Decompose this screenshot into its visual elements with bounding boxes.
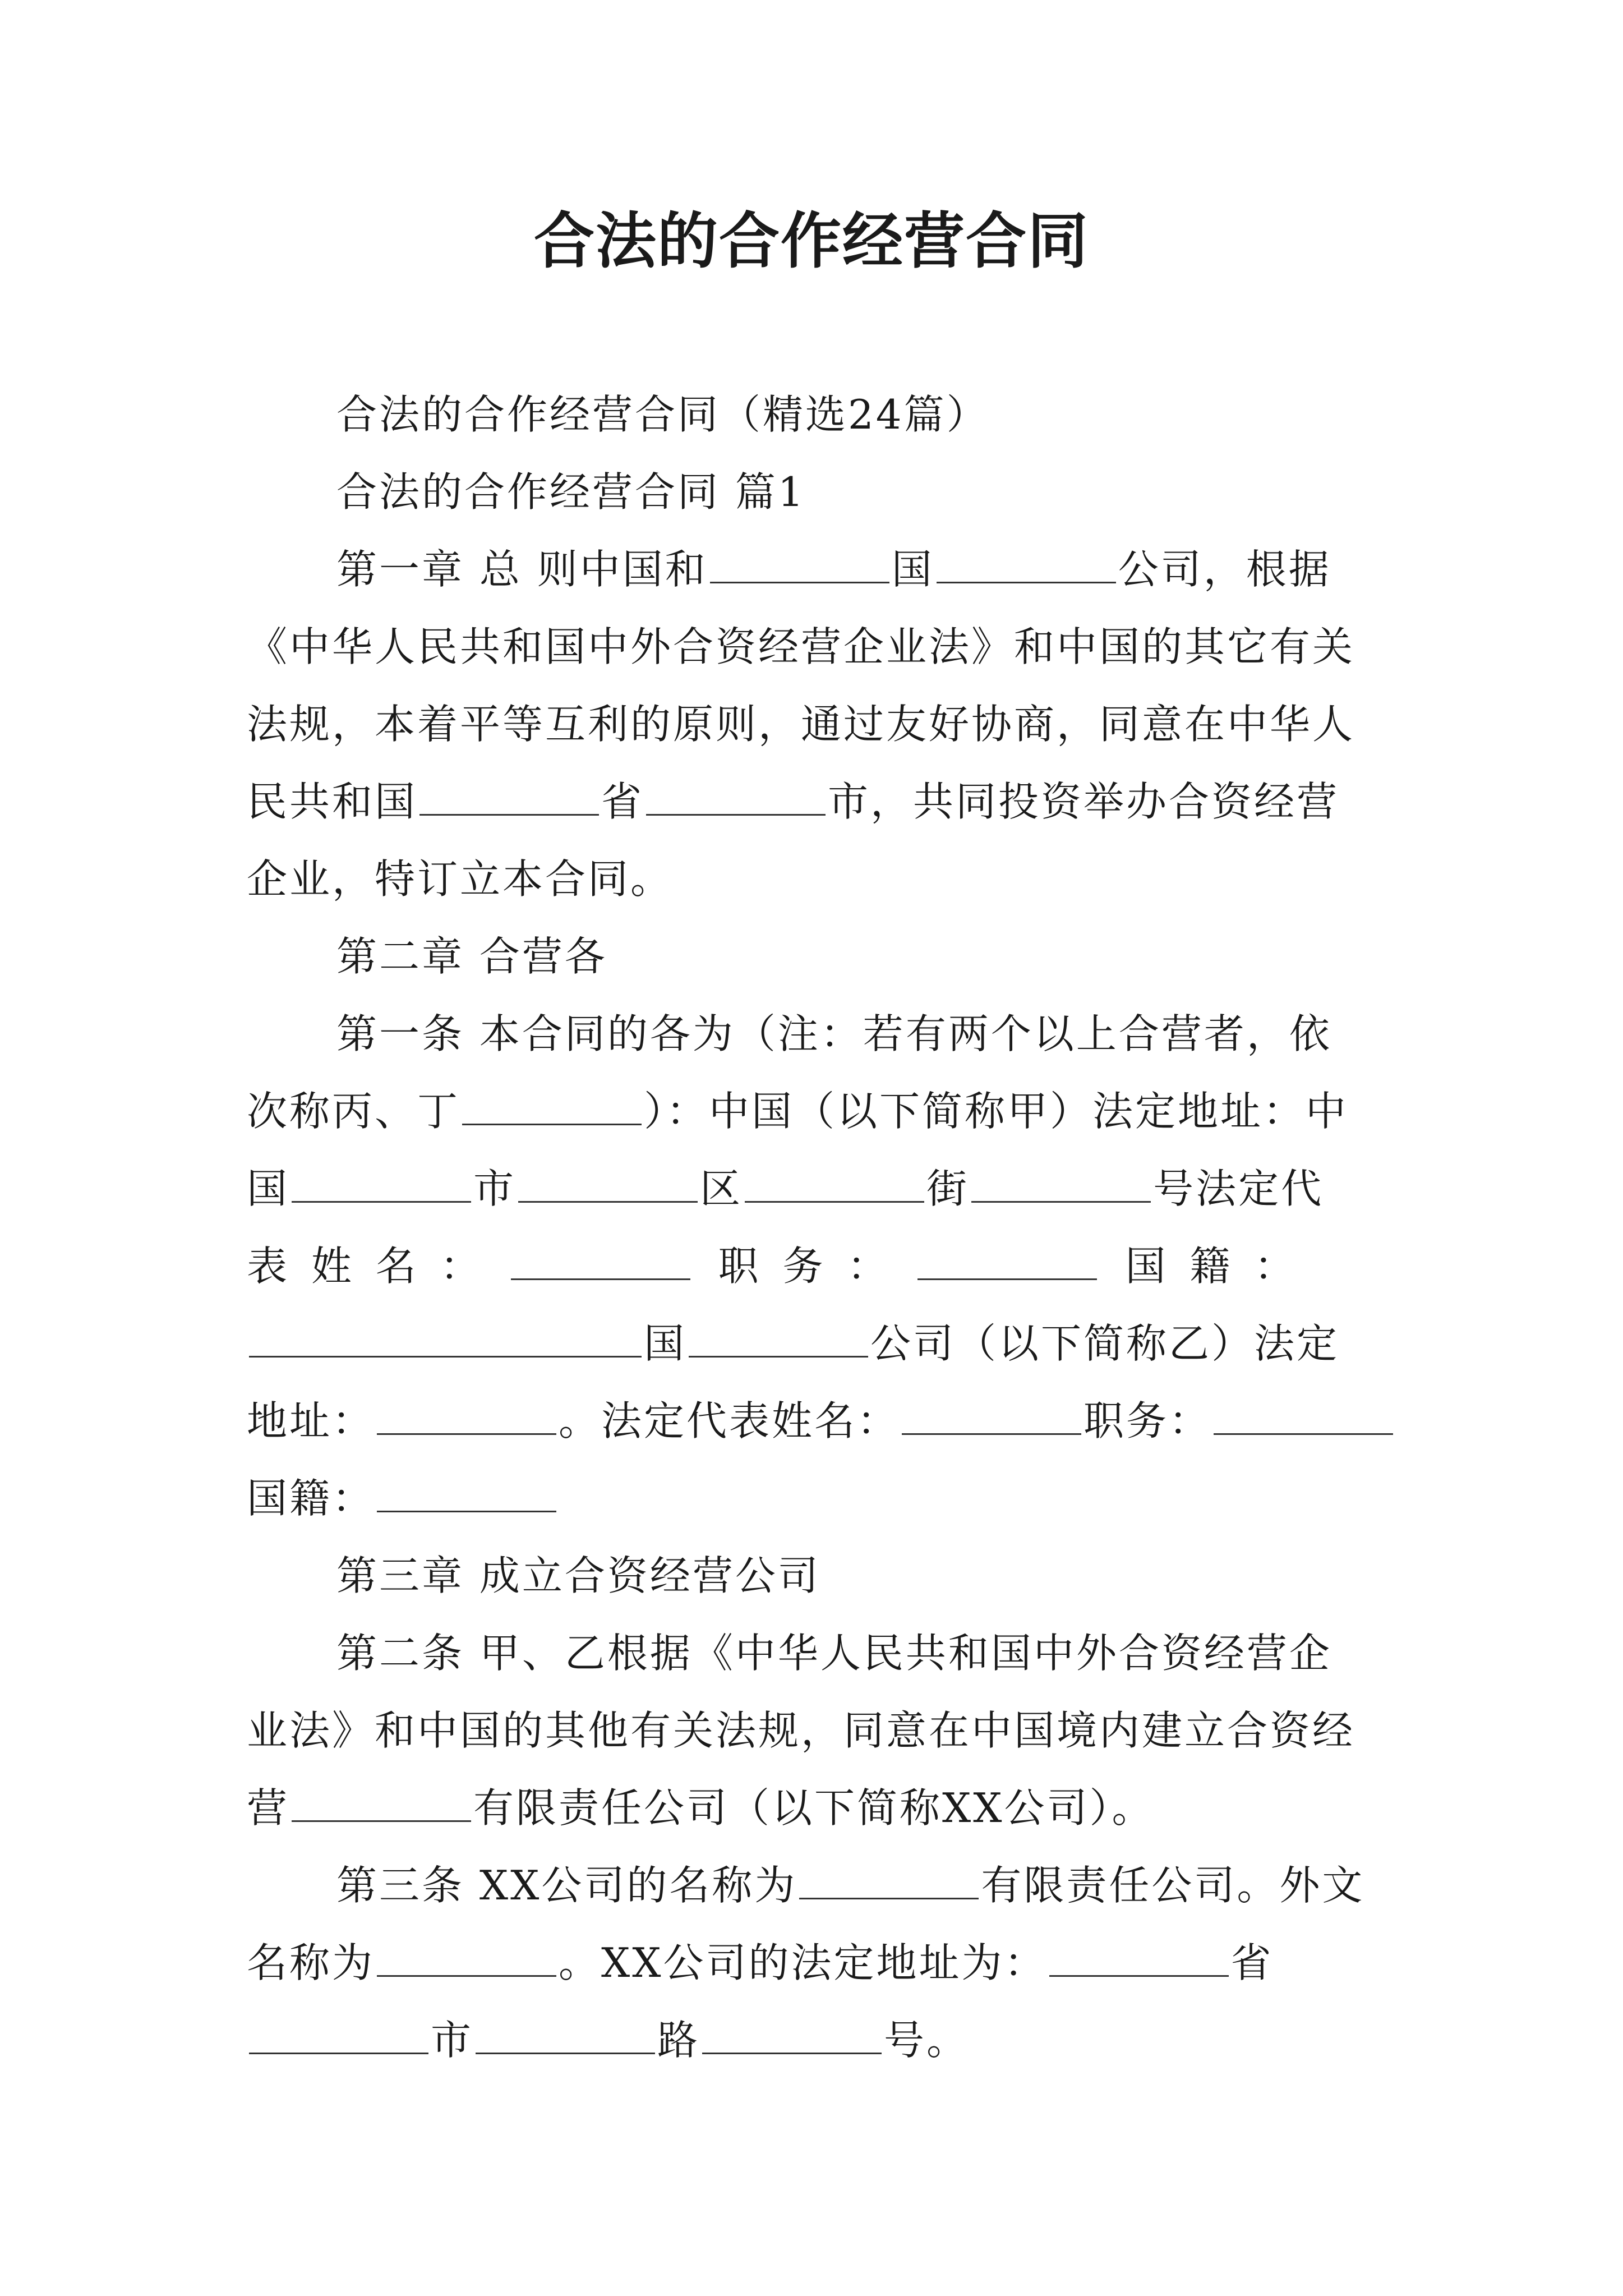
- text-span: 《中华人民共和国中外合资经营企业法》和中国的其它有关: [247, 623, 1355, 670]
- text-span: 区: [700, 1165, 743, 1212]
- blank-field[interactable]: [462, 1085, 642, 1125]
- text-span: 第三条 XX公司的名称为: [336, 1862, 797, 1909]
- chapter-heading: 第三章 成立合资经营公司: [336, 1552, 820, 1599]
- text-span: 国: [644, 1320, 687, 1367]
- text-span: 市: [473, 1165, 517, 1212]
- text-span: 国 籍 ：: [1125, 1243, 1297, 1290]
- text-span: 业法》和中国的其他有关法规，同意在中国境内建立合资经: [247, 1707, 1355, 1754]
- blank-field[interactable]: [518, 1163, 698, 1203]
- blank-field[interactable]: [702, 2014, 882, 2054]
- blank-field[interactable]: [249, 1318, 642, 1358]
- blank-field[interactable]: [971, 1163, 1151, 1203]
- text-span: 路: [657, 2017, 700, 2064]
- paragraph-line: [336, 995, 1332, 1073]
- blank-field[interactable]: [710, 544, 889, 583]
- text-span: 省: [1230, 1939, 1274, 1986]
- paragraph-line: [336, 1614, 1332, 1692]
- paragraph-line: [247, 1305, 1339, 1382]
- text-span: 次称丙、丁: [247, 1088, 460, 1135]
- text-span: 名称为: [247, 1939, 375, 1986]
- text-span: 有限责任公司。外文: [981, 1862, 1365, 1909]
- text-span: 号法定代: [1153, 1165, 1324, 1212]
- paragraph-line: [247, 1073, 1348, 1150]
- text-span: 公司，根据: [1118, 546, 1331, 593]
- text-span: 。法定代表姓名：: [559, 1397, 900, 1444]
- blank-field[interactable]: [646, 776, 826, 816]
- text-span: 第二条 甲、乙根据《中华人民共和国中外合资经营企: [336, 1630, 1332, 1677]
- text-span: 职务：: [1083, 1397, 1212, 1444]
- text-span: 民共和国: [247, 778, 418, 825]
- blank-field[interactable]: [249, 2014, 428, 2054]
- blank-field[interactable]: [1214, 1395, 1393, 1435]
- section-heading-line: [336, 453, 806, 531]
- blank-field[interactable]: [377, 1395, 556, 1435]
- paragraph-line: [247, 608, 1355, 685]
- section-heading: 合法的合作经营合同 篇1: [336, 468, 806, 516]
- blank-field[interactable]: [902, 1395, 1081, 1435]
- text-span: 有限责任公司（以下简称XX公司）。: [473, 1784, 1155, 1832]
- chapter-heading: 第二章 合营各: [336, 933, 607, 980]
- paragraph-line: [336, 1847, 1364, 1924]
- text-span: 第一条 本合同的各为（注：若有两个以上合营者，依: [336, 1010, 1332, 1057]
- paragraph-line: [247, 840, 673, 918]
- paragraph-line: [336, 531, 1331, 608]
- text-span: 营: [247, 1784, 290, 1832]
- blank-field[interactable]: [292, 1163, 471, 1203]
- document-title: 合法的合作经营合同: [533, 206, 1089, 277]
- paragraph-line: [247, 685, 1355, 763]
- text-span: 公司（以下简称乙）法定: [870, 1320, 1340, 1367]
- blank-field[interactable]: [377, 1937, 556, 1977]
- text-span: 第一章 总 则中国和: [336, 546, 708, 593]
- blank-field[interactable]: [377, 1473, 556, 1512]
- text-span: 表 姓 名 ：: [247, 1243, 483, 1290]
- blank-field[interactable]: [937, 544, 1116, 583]
- text-span: 街: [926, 1165, 970, 1212]
- text-span: 企业，特订立本合同。: [247, 855, 674, 903]
- text-span: 号。: [884, 2017, 970, 2064]
- text-span: 地址：: [247, 1397, 375, 1444]
- paragraph-line: [247, 2001, 969, 2079]
- blank-field[interactable]: [799, 1860, 979, 1899]
- blank-field[interactable]: [511, 1240, 690, 1280]
- blank-field[interactable]: [745, 1163, 924, 1203]
- text-span: 。XX公司的法定地址为：: [559, 1939, 1047, 1986]
- blank-field[interactable]: [419, 776, 599, 816]
- paragraph-line: [247, 763, 1339, 840]
- subtitle-line: [336, 376, 989, 453]
- text-span: 国: [891, 546, 934, 593]
- text-span: 法规，本着平等互利的原则，通过友好协商，同意在中华人: [247, 701, 1355, 748]
- paragraph-line: [247, 1692, 1355, 1769]
- blank-field[interactable]: [476, 2014, 655, 2054]
- paragraph-line: [247, 1150, 1324, 1227]
- paragraph-line: [247, 1227, 1297, 1305]
- text-span: 省: [601, 778, 644, 825]
- text-span: 职 务 ：: [718, 1243, 890, 1290]
- text-span: 国籍：: [247, 1475, 375, 1522]
- chapter-heading-line: [336, 918, 607, 995]
- chapter-heading-line: [336, 1537, 820, 1614]
- blank-field[interactable]: [689, 1318, 868, 1358]
- text-span: ）：中国（以下简称甲）法定地址：中: [644, 1088, 1349, 1135]
- blank-field[interactable]: [1049, 1937, 1229, 1977]
- blank-field[interactable]: [917, 1240, 1097, 1280]
- text-span: 市，共同投资举办合资经营: [828, 778, 1340, 825]
- text-span: 国: [247, 1165, 290, 1212]
- subtitle: 合法的合作经营合同（精选24篇）: [336, 391, 989, 438]
- paragraph-line: [247, 1924, 1274, 2001]
- paragraph-line: [247, 1769, 1155, 1847]
- blank-field[interactable]: [292, 1782, 471, 1822]
- paragraph-line: [247, 1382, 1395, 1460]
- paragraph-line: [247, 1460, 559, 1537]
- text-span: 市: [431, 2017, 474, 2064]
